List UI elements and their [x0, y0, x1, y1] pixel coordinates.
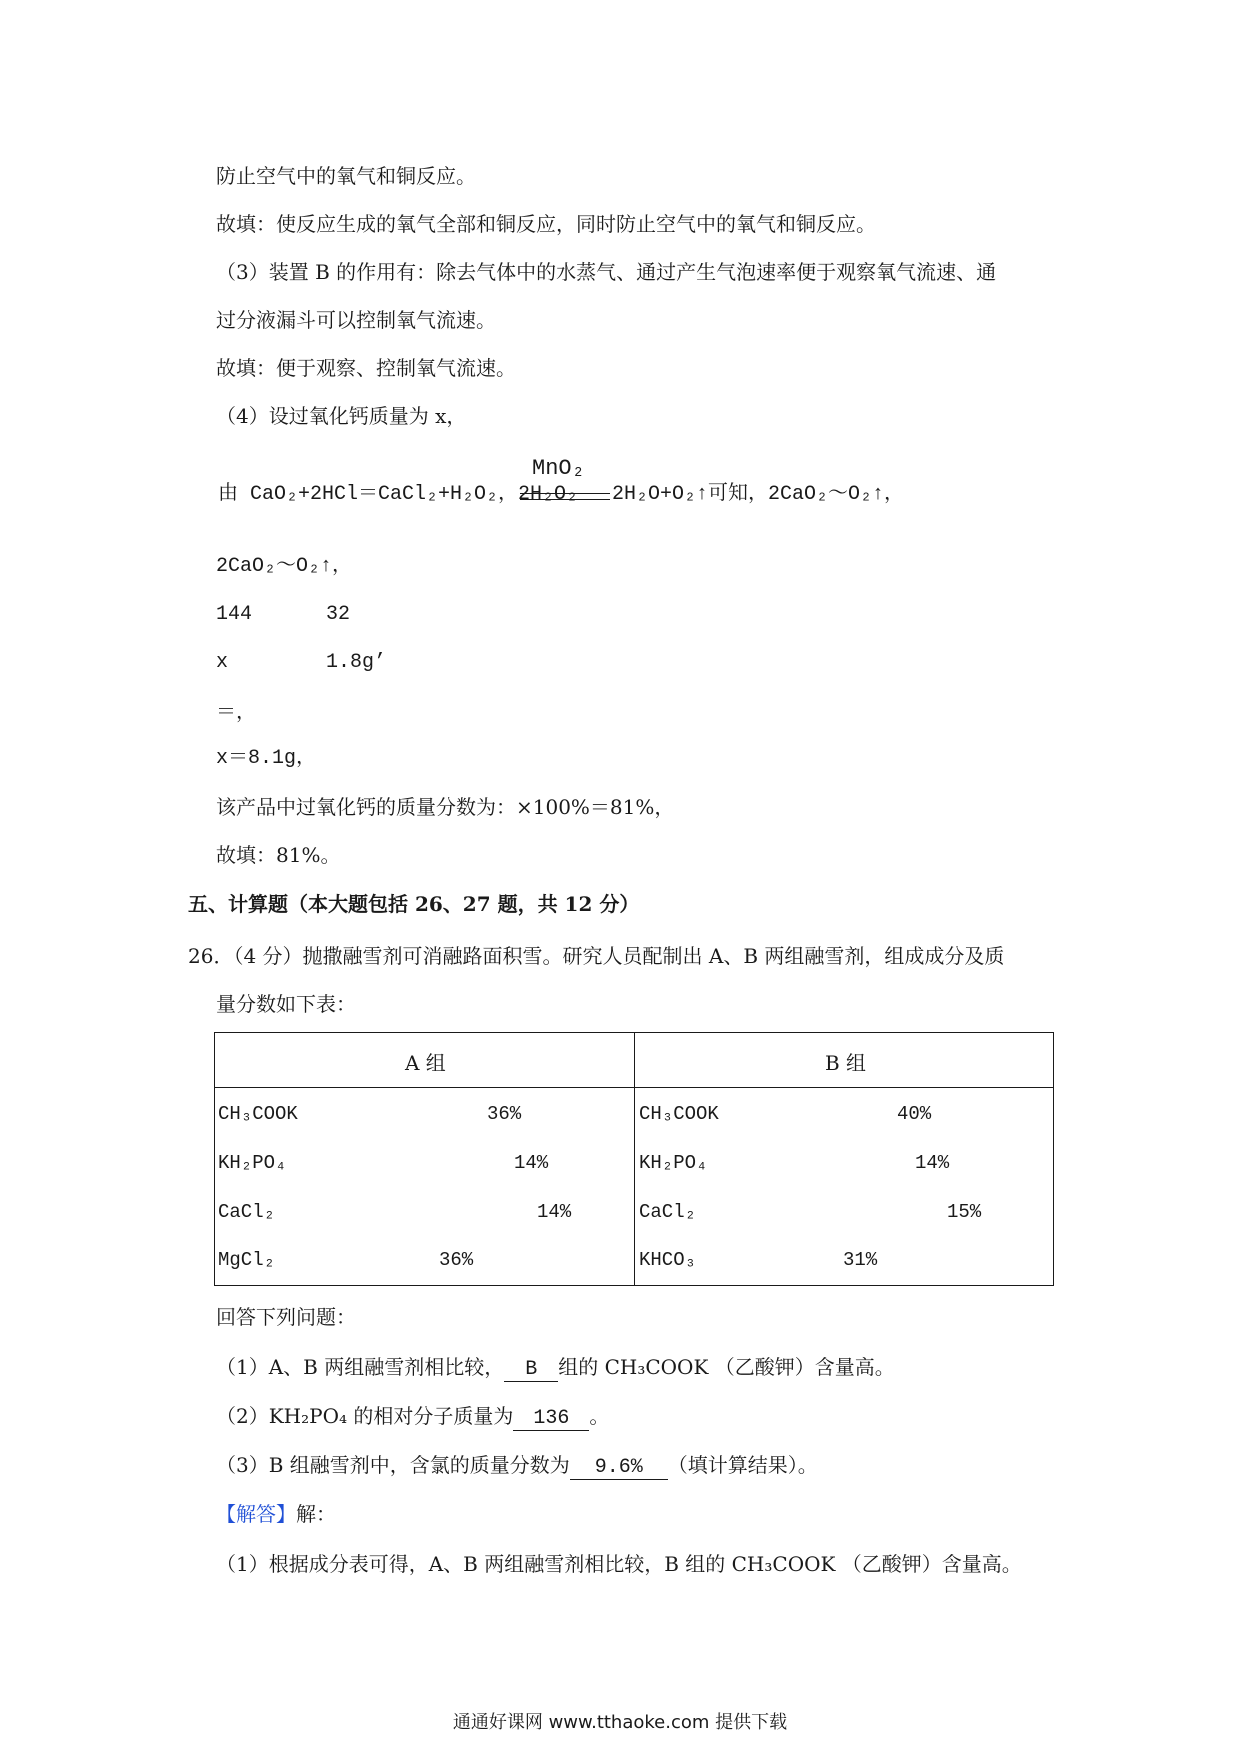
table-cell: CH₃COOK: [218, 1103, 298, 1125]
text-line: 1.8g’: [326, 651, 387, 674]
table-cell: 15%: [947, 1201, 982, 1223]
text-line: 故填：使反应生成的氧气全部和铜反应，同时防止空气中的氧气和铜反应。: [216, 212, 876, 236]
text-line: 故填：81%。: [216, 843, 341, 867]
text-line: 2CaO₂～O₂↑，: [216, 555, 353, 578]
solution-line: （1）根据成分表可得，A、B 两组融雪剂相比较，B 组的 CH₃COOK （乙酸钾）含量高。: [216, 1552, 1022, 1576]
table-cell: KH₂PO₄: [218, 1152, 287, 1174]
text-line: ＝，: [216, 699, 256, 723]
table-header-b: B 组: [825, 1051, 867, 1075]
solution-tag: 【解答】: [216, 1502, 296, 1526]
table-cell: CaCl₂: [218, 1201, 276, 1223]
answer-blank: 136: [513, 1408, 589, 1431]
equals-arrow: [520, 493, 610, 500]
equation-right: 2H₂O+O₂↑可知，2CaO₂～O₂↑，: [612, 483, 905, 506]
text-line: （3）装置 B 的作用有：除去气体中的水蒸气、通过产生气泡速率便于观察氧气流速、通: [216, 260, 997, 284]
text-line: 该产品中过氧化钙的质量分数为：×100%＝81%，: [216, 795, 675, 819]
table-cell: 36%: [487, 1103, 522, 1125]
text-line: 144: [216, 603, 253, 626]
answer-blank: B: [504, 1359, 558, 1382]
footer-watermark: 通通好课网 www.tthaoke.com 提供下载: [452, 1712, 788, 1733]
text-line: x＝8.1g，: [216, 747, 317, 770]
sub-question-3: [216, 1452, 818, 1480]
table-cell: 14%: [915, 1152, 950, 1174]
table-divider: [634, 1033, 635, 1285]
text-line: （4）设过氧化钙质量为 x，: [216, 404, 467, 428]
table-cell: 14%: [537, 1201, 572, 1223]
sub-question-text: （1）A、B 两组融雪剂相比较，: [216, 1355, 505, 1379]
sub-question-text: （填计算结果）。: [667, 1453, 818, 1477]
solution-label: 解：: [296, 1502, 336, 1526]
answer-blank: 9.6%: [570, 1457, 668, 1480]
table-cell: CaCl₂: [639, 1201, 697, 1223]
table-cell: KH₂PO₄: [639, 1152, 708, 1174]
equation-catalyst: MnO₂: [532, 456, 585, 481]
equation-left: 由 CaO₂+2HCl＝CaCl₂+H₂O₂，2H₂O₂: [218, 483, 579, 506]
sub-question-text: （2）KH₂PO₄ 的相对分子质量为: [216, 1404, 514, 1428]
sub-question-text: 。: [589, 1404, 610, 1428]
text-line: x: [216, 651, 229, 674]
table-header-a: A 组: [405, 1051, 446, 1075]
text-line: 过分液漏斗可以控制氧气流速。: [216, 308, 496, 332]
table-cell: KHCO₃: [639, 1249, 697, 1271]
text-line: 故填：便于观察、控制氧气流速。: [216, 356, 516, 380]
solution-heading: [216, 1501, 336, 1527]
sub-question-1: [216, 1354, 895, 1382]
table-cell: 36%: [439, 1249, 474, 1271]
section-heading: 五、计算题（本大题包括 26、27 题，共 12 分）: [188, 892, 640, 916]
composition-table: [214, 1032, 1054, 1286]
answer-intro: 回答下列问题：: [216, 1305, 356, 1329]
table-cell: MgCl₂: [218, 1249, 276, 1271]
question-26-cont: 量分数如下表：: [216, 992, 356, 1016]
table-cell: 40%: [897, 1103, 932, 1125]
sub-question-text: 组的 CH₃COOK （乙酸钾）含量高。: [558, 1355, 895, 1379]
sub-question-text: （3）B 组融雪剂中，含氯的质量分数为: [216, 1453, 570, 1477]
table-cell: CH₃COOK: [639, 1103, 719, 1125]
sub-question-2: [216, 1403, 609, 1431]
question-26: 26．（4 分）抛撒融雪剂可消融路面积雪。研究人员配制出 A、B 两组融雪剂，组成成分及质: [188, 944, 1005, 968]
text-line: 32: [326, 603, 351, 626]
text-line: 防止空气中的氧气和铜反应。: [216, 164, 476, 188]
table-cell: 31%: [843, 1249, 878, 1271]
table-cell: 14%: [514, 1152, 549, 1174]
